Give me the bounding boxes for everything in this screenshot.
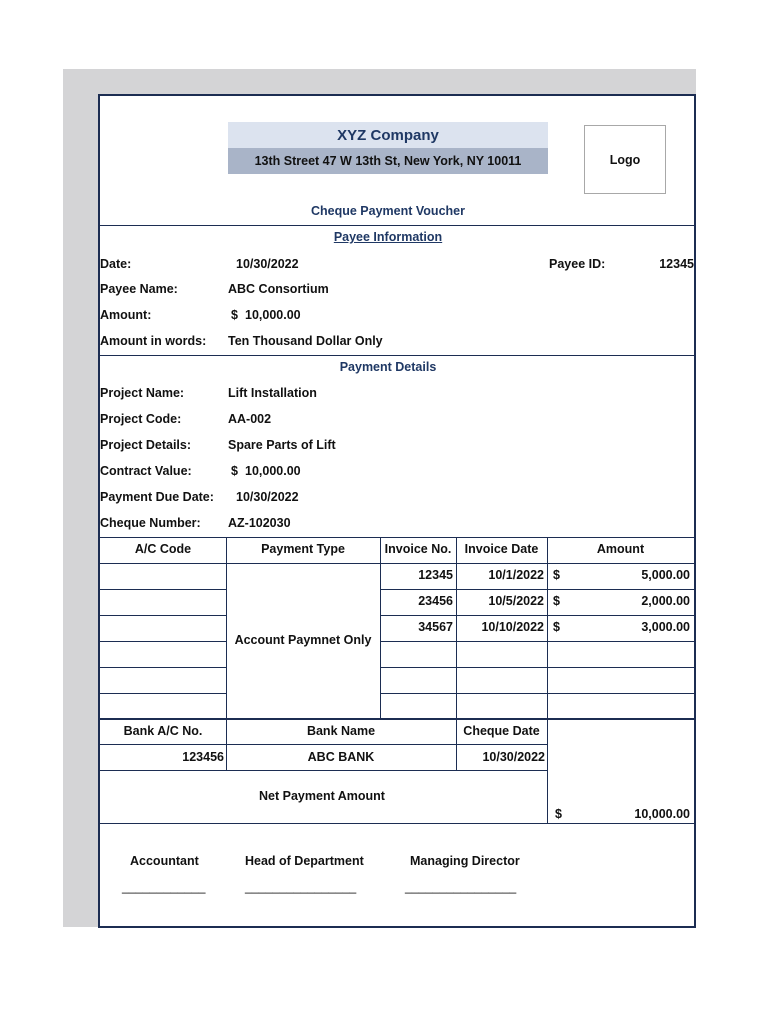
bank-header-bank-name: Bank Name xyxy=(306,724,376,738)
payee-id-value: 12345 xyxy=(659,257,694,271)
table-line xyxy=(380,693,694,694)
signature-role-accountant: Accountant xyxy=(130,854,199,868)
contract-value-currency: $ xyxy=(231,464,238,478)
net-payment-label: Net Payment Amount xyxy=(259,789,385,803)
logo-placeholder xyxy=(584,125,666,194)
table-line xyxy=(100,693,226,694)
table-line xyxy=(100,615,226,616)
table-header-amount: Amount xyxy=(596,542,645,556)
invoice-no-cell: 23456 xyxy=(418,594,453,608)
amount-value: 10,000.00 xyxy=(245,308,301,322)
table-line xyxy=(100,641,226,642)
payment-type-value: Account Paymnet Only xyxy=(234,633,372,647)
payment-details-heading: Payment Details xyxy=(339,360,437,374)
table-line xyxy=(100,589,226,590)
project-code-value: AA-002 xyxy=(228,412,272,426)
project-details-value: Spare Parts of Lift xyxy=(228,438,336,452)
project-details-label: Project Details: xyxy=(100,438,192,452)
amount-cell: 5,000.00 xyxy=(641,568,690,582)
payee-information-heading: Payee Information xyxy=(333,230,443,244)
amount-cell: 3,000.00 xyxy=(641,620,690,634)
table-line xyxy=(100,770,547,771)
amount-currency: $ xyxy=(231,308,238,322)
signature-line-accountant: ____________ xyxy=(122,880,206,894)
payee-name-value: ABC Consortium xyxy=(228,282,329,296)
invoice-date-cell: 10/1/2022 xyxy=(488,568,544,582)
bank-header-cheque-date: Cheque Date xyxy=(463,724,540,738)
net-payment-currency: $ xyxy=(555,807,562,821)
table-line xyxy=(100,718,694,720)
payee-name-label: Payee Name: xyxy=(100,282,178,296)
table-header-invoice-no: Invoice No. xyxy=(384,542,452,556)
contract-value-value: 10,000.00 xyxy=(245,464,301,478)
contract-value-label: Contract Value: xyxy=(100,464,192,478)
table-line xyxy=(100,537,694,538)
table-header-invoice-date: Invoice Date xyxy=(464,542,539,556)
bank-name: ABC BANK xyxy=(307,750,375,764)
amount-cell: 2,000.00 xyxy=(641,594,690,608)
invoice-no-cell: 34567 xyxy=(418,620,453,634)
table-line xyxy=(226,537,227,719)
signature-line-head-of-department: ________________ xyxy=(245,880,357,894)
payment-due-date-value: 10/30/2022 xyxy=(236,490,299,504)
table-line xyxy=(100,823,694,824)
bank-account-no: 123456 xyxy=(182,750,224,764)
amount-in-words-value: Ten Thousand Dollar Only xyxy=(228,334,383,348)
amount-currency-cell: $ xyxy=(553,620,560,634)
signature-role-head-of-department: Head of Department xyxy=(245,854,364,868)
amount-currency-cell: $ xyxy=(553,568,560,582)
company-address: 13th Street 47 W 13th St, New York, NY 10011 xyxy=(254,154,522,168)
table-header-payment-type: Payment Type xyxy=(261,542,345,556)
cheque-date: 10/30/2022 xyxy=(482,750,545,764)
invoice-date-cell: 10/5/2022 xyxy=(488,594,544,608)
table-line xyxy=(380,615,694,616)
table-line xyxy=(380,667,694,668)
net-payment-value: 10,000.00 xyxy=(634,807,690,821)
company-name-band xyxy=(228,122,548,148)
cheque-number-value: AZ-102030 xyxy=(228,516,291,530)
company-name: XYZ Company xyxy=(337,126,439,144)
invoice-date-cell: 10/10/2022 xyxy=(481,620,544,634)
voucher-title: Cheque Payment Voucher xyxy=(311,204,465,218)
table-line xyxy=(100,563,694,564)
date-label: Date: xyxy=(100,257,132,271)
table-line xyxy=(547,537,548,719)
signature-role-managing-director: Managing Director xyxy=(410,854,520,868)
cheque-payment-voucher-sheet xyxy=(98,94,696,928)
table-line xyxy=(100,667,226,668)
divider xyxy=(100,355,694,356)
date-value: 10/30/2022 xyxy=(236,257,299,271)
divider xyxy=(100,225,694,226)
project-code-label: Project Code: xyxy=(100,412,182,426)
table-line xyxy=(380,589,694,590)
invoice-no-cell: 12345 xyxy=(418,568,453,582)
payee-id-label: Payee ID: xyxy=(549,257,606,271)
amount-currency-cell: $ xyxy=(553,594,560,608)
amount-in-words-label: Amount in words: xyxy=(100,334,207,348)
table-header-ac-code: A/C Code xyxy=(134,542,192,556)
table-line xyxy=(547,719,548,823)
project-name-label: Project Name: xyxy=(100,386,185,400)
payment-due-date-label: Payment Due Date: xyxy=(100,490,214,504)
cheque-number-label: Cheque Number: xyxy=(100,516,201,530)
project-name-value: Lift Installation xyxy=(228,386,317,400)
logo-label: Logo xyxy=(609,152,641,167)
signature-line-managing-director: ________________ xyxy=(405,880,517,894)
bank-header-account-no: Bank A/C No. xyxy=(123,724,203,738)
table-line xyxy=(380,641,694,642)
table-line xyxy=(100,744,547,745)
amount-label: Amount: xyxy=(100,308,152,322)
company-address-band xyxy=(228,148,548,174)
